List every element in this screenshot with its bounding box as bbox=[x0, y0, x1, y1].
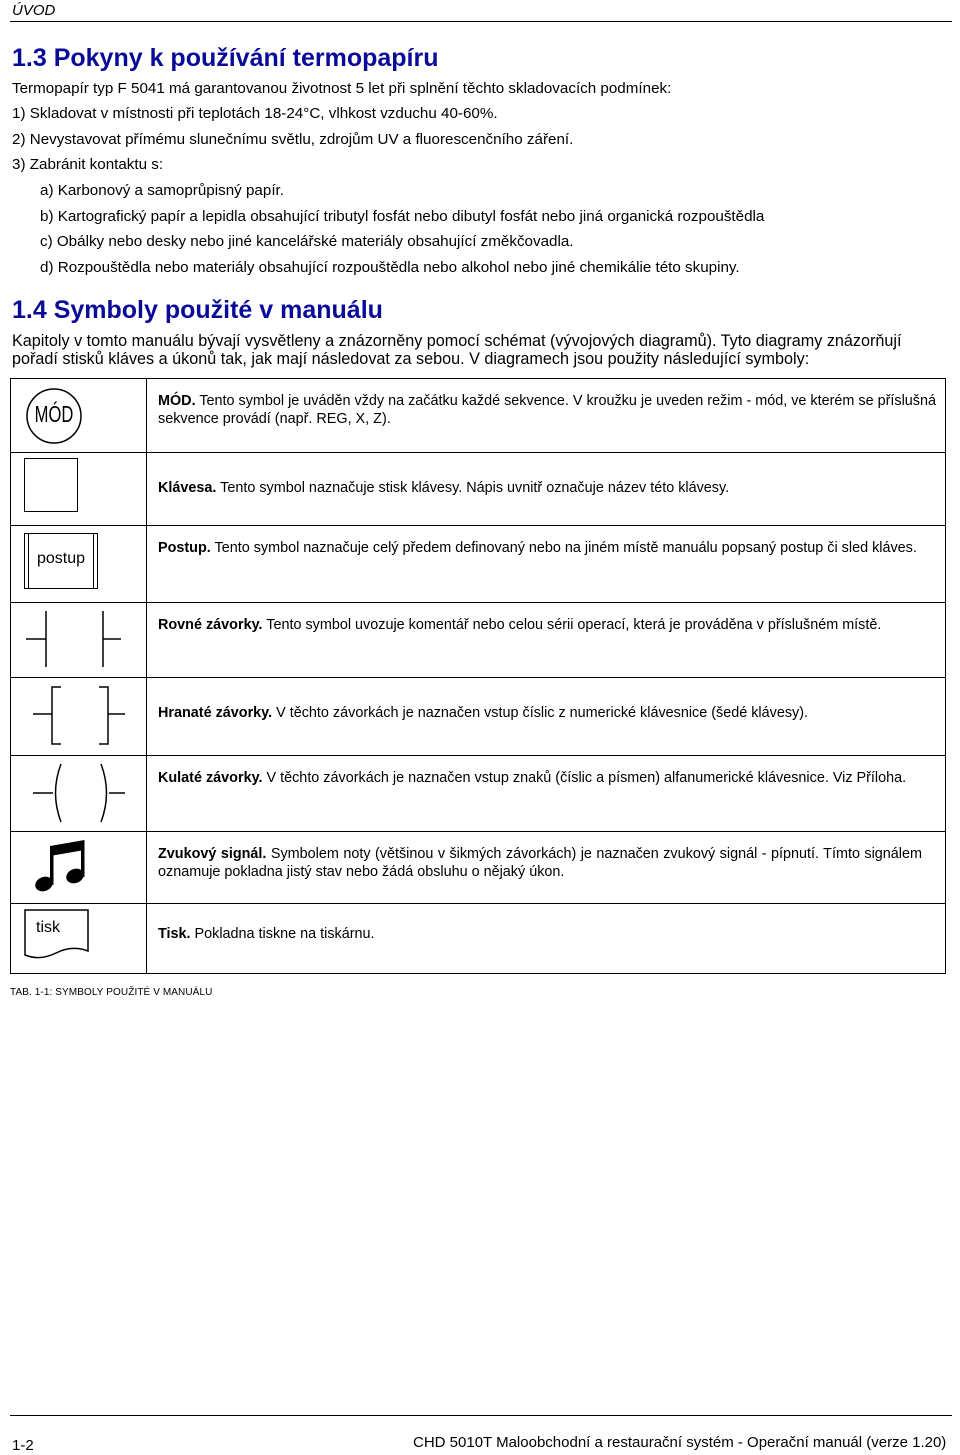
symbol-row-procedure bbox=[11, 526, 946, 603]
symbol-term: MÓD. bbox=[158, 393, 196, 409]
footer-title: CHD 5010T Maloobchodní a restaurační systém - Operační manuál (verze 1.20) bbox=[413, 1434, 947, 1451]
symbol-term: Klávesa. bbox=[158, 480, 217, 496]
procedure-box-icon bbox=[24, 533, 98, 589]
symbol-row-straight-brackets bbox=[11, 603, 946, 678]
symbol-desc: Tento symbol naznačuje celý předem definovaný nebo na jiném místě manuálu popsaný postup či sled kláves. bbox=[214, 540, 917, 556]
section-1-3-title: 1.3 Pokyny k používání termopapíru bbox=[12, 44, 439, 72]
symbol-term: Postup. bbox=[158, 540, 211, 556]
header-divider bbox=[10, 21, 952, 22]
symbol-term: Hranaté závorky. bbox=[158, 705, 273, 721]
sec13-item-3: 3) Zabránit kontaktu s: bbox=[12, 156, 164, 173]
header-section-label: ÚVOD bbox=[12, 2, 56, 19]
sec13-subitem-c: c) Obálky nebo desky nebo jiné kancelářské materiály obsahující změkčovadla. bbox=[40, 233, 574, 250]
music-note-icon bbox=[31, 840, 91, 896]
symbol-desc: Tento symbol uvozuje komentář nebo celou sérii operací, která je prováděna v příslušném místě. bbox=[266, 617, 882, 633]
square-brackets-icon bbox=[21, 684, 126, 748]
symbol-row-print bbox=[11, 904, 946, 974]
symbol-desc: Tento symbol je uváděn vždy na začátku každé sekvence. V kroužku je uveden režim - mód, ve kterém se příslušná sekvence provádí (např. REG, X, Z). bbox=[158, 393, 937, 427]
sec13-subitem-b: b) Kartografický papír a lepidla obsahující tributyl fosfát nebo dibutyl fosfát nebo jiná organická rozpouštědla bbox=[40, 208, 765, 225]
sec13-subitem-a: a) Karbonový a samoprůpisný papír. bbox=[40, 182, 284, 199]
straight-brackets-icon bbox=[21, 609, 121, 671]
sec14-intro-line2: pořadí stisků kláves a úkonů tak, jak mají následovat za sebou. V diagramech jsou použity následující symboly: bbox=[12, 350, 810, 368]
footer-divider bbox=[10, 1415, 952, 1416]
symbol-term: Rovné závorky. bbox=[158, 617, 263, 633]
symbol-desc: Tento symbol naznačuje stisk klávesy. Nápis uvnitř označuje název této klávesy. bbox=[220, 480, 730, 496]
page-number: 1-2 bbox=[12, 1437, 34, 1454]
sec14-intro-line1: Kapitoly v tomto manuálu bývají vysvětleny a znázorněny pomocí schémat (vývojových diagramů). Tyto diagramy znázorňují bbox=[12, 332, 902, 350]
section-1-4-title: 1.4 Symboly použité v manuálu bbox=[12, 296, 383, 324]
procedure-icon-label: postup bbox=[36, 550, 86, 567]
symbol-row-round-brackets bbox=[11, 756, 946, 832]
mode-icon-label: MÓD bbox=[34, 401, 74, 427]
symbol-desc: V těchto závorkách je naznačen vstup číslic z numerické klávesnice (šedé klávesy). bbox=[276, 705, 809, 721]
symbol-row-sound bbox=[11, 832, 946, 904]
sec13-intro: Termopapír typ F 5041 má garantovanou životnost 5 let při splnění těchto skladovacích podmínek: bbox=[12, 80, 672, 97]
sec13-item-2: 2) Nevystavovat přímému slunečnímu světlu, zdrojům UV a fluorescenčního záření. bbox=[12, 131, 574, 148]
table-caption: TAB. 1-1: SYMBOLY POUŽITÉ V MANUÁLU bbox=[10, 987, 213, 998]
symbol-term: Tisk. bbox=[158, 926, 191, 942]
symbol-term: Zvukový signál. bbox=[158, 846, 267, 862]
mode-circle-icon bbox=[25, 387, 83, 450]
symbol-row-key bbox=[11, 453, 946, 526]
symbol-row-square-brackets bbox=[11, 678, 946, 756]
symbols-table bbox=[10, 378, 946, 974]
print-icon-label: tisk bbox=[36, 919, 60, 936]
symbol-desc: Symbolem noty (většinou v šikmých závorkách) je naznačen zvukový signál - pípnutí. Tímto signálem oznamuje pokladna jistý stav nebo žádá obsluhu o nějaký úkon. bbox=[158, 846, 922, 880]
symbol-row-mode bbox=[11, 379, 946, 453]
round-brackets-icon bbox=[21, 760, 126, 826]
sec13-item-1: 1) Skladovat v místnosti při teplotách 18-24°C, vlhkost vzduchu 40-60%. bbox=[12, 105, 498, 122]
print-document-icon bbox=[24, 909, 90, 965]
key-square-icon bbox=[24, 458, 78, 512]
symbol-term: Kulaté závorky. bbox=[158, 770, 263, 786]
symbol-desc: V těchto závorkách je naznačen vstup znaků (číslic a písmen) alfanumerické klávesnice. Viz Příloha. bbox=[266, 770, 907, 786]
symbol-desc: Pokladna tiskne na tiskárnu. bbox=[194, 926, 375, 942]
sec13-subitem-d: d) Rozpouštědla nebo materiály obsahující rozpouštědla nebo alkohol nebo jiné chemikálie této skupiny. bbox=[40, 259, 740, 276]
